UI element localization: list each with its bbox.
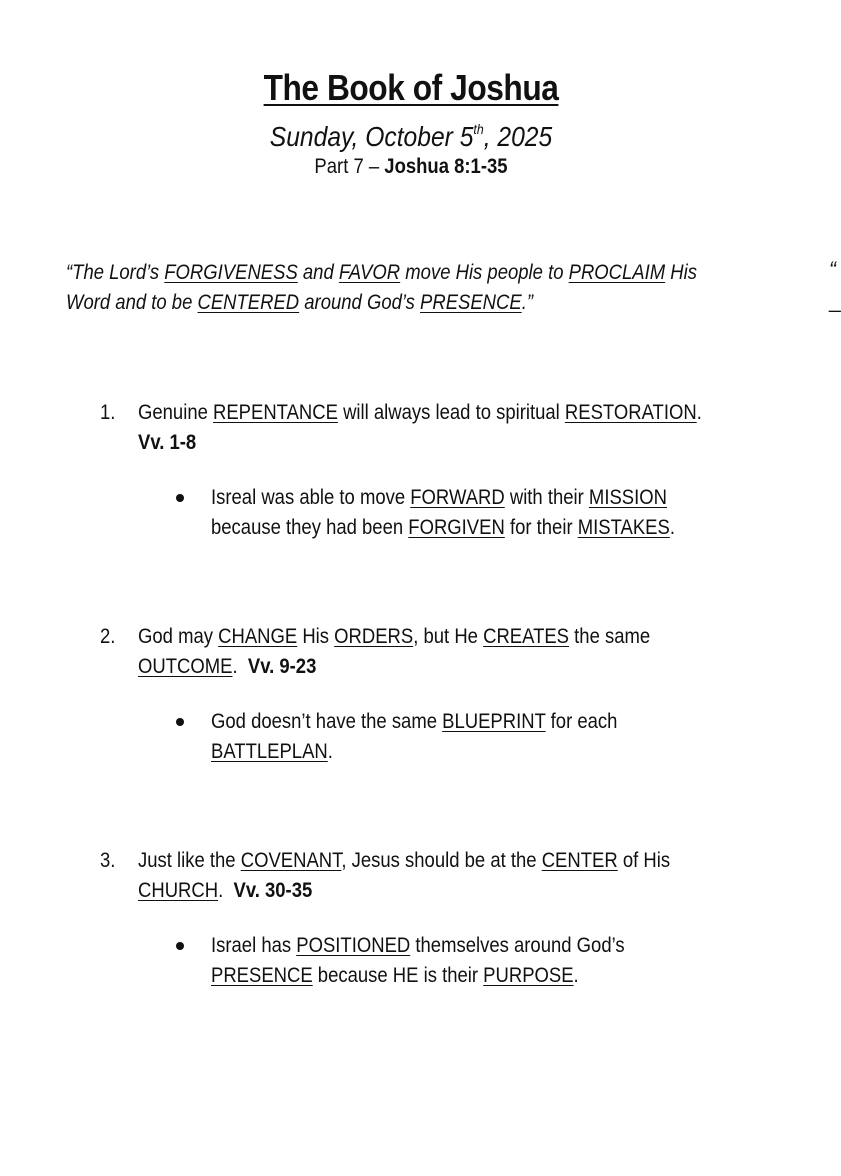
fill-in-blank: BATTLEPLAN bbox=[211, 740, 328, 763]
fill-in-blank: CENTERED bbox=[197, 291, 300, 314]
sub-point-text bbox=[211, 483, 757, 543]
clipped-underscore: _ bbox=[829, 290, 841, 313]
point-text bbox=[138, 398, 754, 458]
point-word: themselves around God’s bbox=[410, 934, 625, 957]
fill-in-blank: OUTCOME bbox=[138, 655, 233, 678]
sub-point-text bbox=[211, 707, 757, 767]
point-word: . bbox=[696, 401, 702, 424]
point-word: . bbox=[669, 516, 675, 539]
fill-in-blank: FAVOR bbox=[338, 261, 401, 284]
date-ordinal: th bbox=[473, 121, 484, 137]
theme-text: around God’s bbox=[299, 291, 421, 314]
document-header bbox=[0, 68, 822, 180]
point-word: the same bbox=[569, 625, 651, 648]
point-word: for each bbox=[545, 710, 618, 733]
point-word: . bbox=[327, 740, 333, 763]
fill-in-blank: PRESENCE bbox=[211, 964, 313, 987]
theme-line-1 bbox=[66, 258, 697, 288]
fill-in-blank: PRESENCE bbox=[420, 291, 522, 314]
point-word: Israel has bbox=[211, 934, 297, 957]
scripture-reference: Joshua 8:1-35 bbox=[384, 155, 508, 178]
point-word: , Jesus should be at the bbox=[341, 849, 542, 872]
point-word: , but He bbox=[413, 625, 484, 648]
point-word: . bbox=[232, 655, 248, 678]
point-text bbox=[138, 846, 754, 906]
verse-reference: Vv. 30-35 bbox=[233, 879, 313, 902]
point-number: 2. bbox=[100, 625, 116, 648]
page-title: The Book of Joshua bbox=[263, 67, 559, 108]
bullet-icon bbox=[176, 718, 184, 726]
fill-in-blank: POSITIONED bbox=[296, 934, 411, 957]
point-word: because they had been bbox=[211, 516, 409, 539]
date-year: , 2025 bbox=[483, 121, 553, 152]
bullet-icon bbox=[176, 494, 184, 502]
point-word: will always lead to spiritual bbox=[337, 401, 565, 424]
date-main: Sunday, October 5 bbox=[269, 121, 474, 152]
point-text bbox=[138, 622, 754, 682]
fill-in-blank: REPENTANCE bbox=[213, 401, 338, 424]
point-number: 3. bbox=[100, 849, 116, 872]
fill-in-blank: CHURCH bbox=[138, 879, 219, 902]
point-word: because HE is their bbox=[312, 964, 484, 987]
fill-in-blank: MISTAKES bbox=[577, 516, 670, 539]
theme-statement bbox=[66, 258, 697, 318]
bullet-icon bbox=[176, 942, 184, 950]
point-word: for their bbox=[504, 516, 578, 539]
point-word: . bbox=[573, 964, 579, 987]
fill-in-blank: CENTER bbox=[541, 849, 618, 872]
fill-in-blank: MISSION bbox=[588, 486, 667, 509]
fill-in-blank: FORGIVENESS bbox=[164, 261, 298, 284]
theme-text: .” bbox=[521, 291, 533, 314]
fill-in-blank: FORWARD bbox=[410, 486, 505, 509]
fill-in-blank: CHANGE bbox=[218, 625, 298, 648]
theme-line-2 bbox=[66, 288, 682, 318]
point-word: of His bbox=[617, 849, 671, 872]
series-part bbox=[49, 154, 772, 180]
clipped-quote-mark: “ bbox=[829, 258, 836, 281]
theme-text: “The Lord’s bbox=[66, 261, 165, 284]
theme-text: Word and to be bbox=[66, 291, 198, 314]
point-word: Genuine bbox=[138, 401, 214, 424]
verse-reference: Vv. 9-23 bbox=[247, 655, 317, 678]
fill-in-blank: BLUEPRINT bbox=[442, 710, 546, 733]
point-word: God doesn’t have the same bbox=[211, 710, 443, 733]
fill-in-blank: ORDERS bbox=[334, 625, 414, 648]
point-word: His bbox=[297, 625, 335, 648]
verse-reference: Vv. 1-8 bbox=[138, 431, 197, 454]
fill-in-blank: RESTORATION bbox=[564, 401, 697, 424]
fill-in-blank: COVENANT bbox=[240, 849, 342, 872]
point-number: 1. bbox=[100, 401, 116, 424]
point-word: with their bbox=[504, 486, 589, 509]
theme-text: His bbox=[665, 261, 697, 284]
part-label: Part 7 – bbox=[314, 155, 385, 178]
sub-point-text bbox=[211, 931, 757, 991]
sermon-date bbox=[49, 112, 772, 154]
point-word: Just like the bbox=[138, 849, 241, 872]
point-word: . bbox=[218, 879, 234, 902]
fill-in-blank: PURPOSE bbox=[483, 964, 574, 987]
fill-in-blank: FORGIVEN bbox=[408, 516, 505, 539]
theme-text: and bbox=[297, 261, 339, 284]
fill-in-blank: CREATES bbox=[483, 625, 570, 648]
theme-text: move His people to bbox=[400, 261, 569, 284]
fill-in-blank: PROCLAIM bbox=[568, 261, 666, 284]
point-word: God may bbox=[138, 625, 219, 648]
point-word: Isreal was able to move bbox=[211, 486, 411, 509]
